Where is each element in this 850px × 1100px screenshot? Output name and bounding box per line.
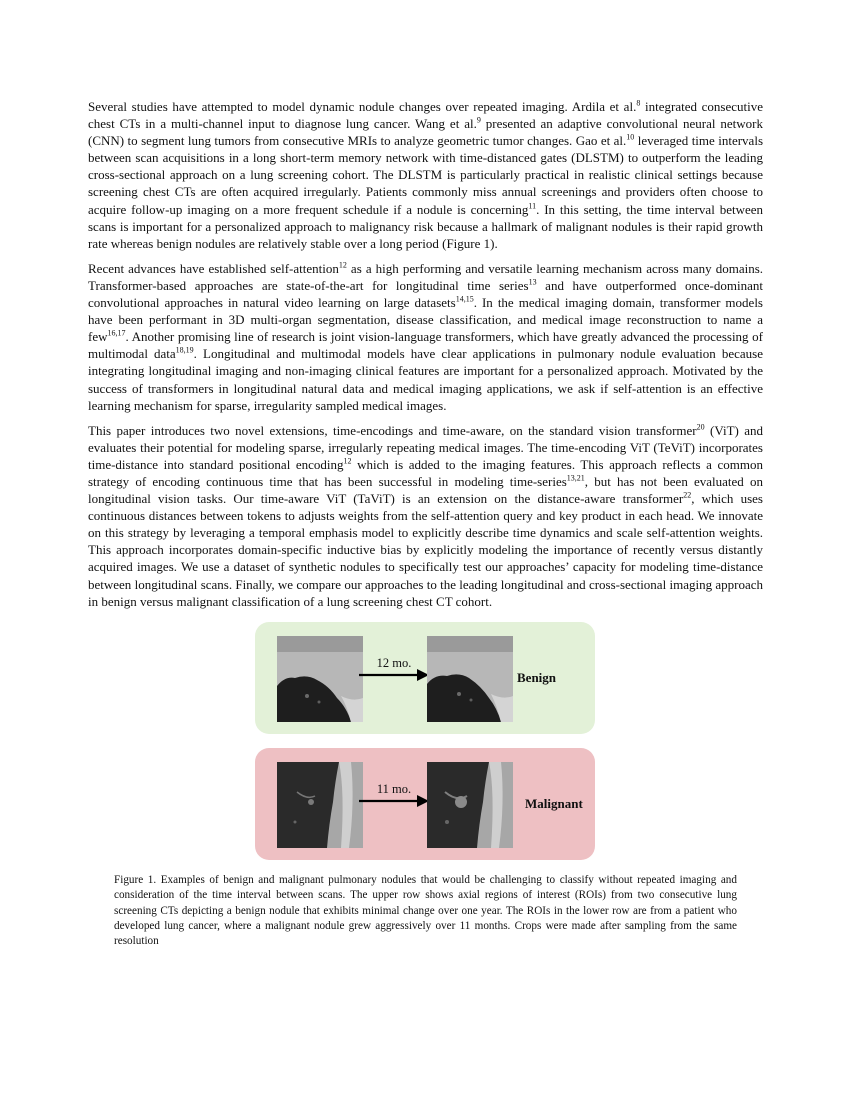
text-run: presented an adaptive convolutional neural network (CNN) to segment lung tumors from consecutive MRIs to analyze geometric tumor changes. Gao et al. — [88, 116, 763, 149]
citation-superscript: 12 — [343, 456, 352, 466]
paragraph-1 — [88, 98, 763, 252]
benign-panel — [255, 622, 595, 734]
text-run: , but has not been evaluated on longitudinal vision tasks. Our time-aware ViT (TaViT) is an extension on the distance-aware transformer — [88, 473, 763, 507]
citation-superscript: 16,17 — [107, 328, 126, 338]
text-run: and have outperformed once-dominant convolutional approaches in natural video learning on large datasets — [88, 277, 763, 311]
text-run: which is added to the imaging features. This approach reflects a common strategy of encoding continuous time that has been successful in modeling time-series — [88, 456, 763, 489]
citation-superscript: 18,19 — [175, 345, 194, 355]
text-run: leveraged time intervals between scan acquisitions in a long short-term memory network with time-distanced gates (DLSTM) to outperform the leading cross-sectional approach on a lung screening cohort. The DLSTM is particularly practical in realistic clinical settings because screening chest CTs are often acquired irregularly. Patients commonly miss annual screenings and providers often choose to acquire follow-up imaging on a more frequent schedule if a nodule is concerning — [88, 133, 763, 217]
malignant-class-label: Malignant — [525, 796, 583, 811]
malignant-panel — [255, 748, 595, 860]
text-run: . In this setting, the time interval between scans is important for a personalized approach to malignancy risk because a hallmark of malignant nodules is their rapid growth rate whereas benign nodules are relatively stable over a long period (Figure 1). — [88, 201, 764, 251]
citation-superscript: 13,21 — [566, 473, 585, 483]
benign-roi-after — [427, 636, 513, 722]
citation-superscript: 12 — [338, 260, 347, 270]
text-run: . Longitudinal and multimodal models have clear applications in pulmonary nodule evaluation because integrating longitudinal imaging and non-imaging clinical features are important for a personalized approach. Motivated by the success of transformers in longitudinal natural data and medical imaging applications, we ask if self-attention is an effective learning mechanism for sparse, irregularity sampled medical images. — [88, 346, 763, 413]
text-run: This paper introduces two novel extensions, time-encodings and time-aware, on the standard vision transformer — [88, 422, 697, 438]
text-run: integrated consecutive chest CTs in a multi-channel input to diagnose lung cancer. Wang et al. — [88, 99, 763, 132]
malignant-interval-label: 11 mo. — [376, 782, 412, 796]
citation-superscript: 22 — [683, 490, 692, 500]
citation-superscript: 8 — [636, 98, 641, 108]
paper-body — [88, 98, 763, 618]
figure-caption: Figure 1. Examples of benign and malignant pulmonary nodules that would be challenging to classify without repeated imaging and consideration of the time interval between scans. The upper row shows axial regions of interest (ROIs) from two consecutive lung screening CTs depicting a benign nodule that exhibits minimal change over one year. The ROIs in the lower row are from a patient who developed lung cancer, where a malignant nodule grew aggressively over 11 months. Crops were made after sampling from the same resolution — [114, 874, 737, 948]
text-run: as a high performing and versatile learning mechanism across many domains. Transformer-based approaches are state-of-the-art for longitudinal time series — [88, 260, 764, 293]
citation-superscript: 13 — [528, 277, 537, 287]
text-run: . Another promising line of research is joint vision-language transformers, which have greatly advanced the processing of multimodal data — [88, 329, 763, 362]
benign-roi-before — [277, 636, 363, 722]
paragraph-3 — [88, 422, 763, 610]
benign-arrow-icon — [359, 668, 429, 682]
text-run: Several studies have attempted to model dynamic nodule changes over repeated imaging. Ardila et al. — [88, 99, 637, 114]
text-run: (ViT) and evaluates their potential for modeling sparse, irregularly repeating medical images. The time-encoding ViT (TeViT) incorporates time-distance into standard positional encoding — [88, 422, 763, 472]
figure-1 — [255, 622, 595, 862]
citation-superscript: 20 — [696, 422, 705, 432]
citation-superscript: 10 — [626, 132, 635, 142]
citation-superscript: 14,15 — [455, 294, 474, 304]
paragraph-2 — [88, 260, 763, 414]
benign-class-label: Benign — [517, 670, 557, 685]
text-run: Recent advances have established self-attention — [88, 260, 339, 276]
text-run: . In the medical imaging domain, transformer models have been performant in 3D multi-organ segmentation, disease classification, and medical image reconstruction to name a few — [88, 295, 763, 345]
text-run: , which uses continuous distances between tokens to adjusts weights from the self-attention query and key product in each head. We innovate on this strategy by leveraging a temporal emphasis model to explicitly describe time dynamics and scale self-attention weights. This approach incorporates domain-specific inductive bias by explicitly modeling the importance of recently versus distantly acquired images. We use a dataset of synthetic nodules to specifically test our approaches’ capacity for modeling time-distance between longitudinal scans. Finally, we compare our approaches to the leading longitudinal and cross-sectional imaging approach in benign versus malignant classification of a lung screening chest CT cohort. — [88, 491, 763, 609]
malignant-arrow-icon — [359, 794, 429, 808]
malignant-roi-before — [277, 762, 363, 848]
malignant-roi-after — [427, 762, 513, 848]
benign-interval-label: 12 mo. — [376, 656, 412, 670]
citation-superscript: 11 — [528, 201, 537, 211]
citation-superscript: 9 — [476, 115, 481, 125]
